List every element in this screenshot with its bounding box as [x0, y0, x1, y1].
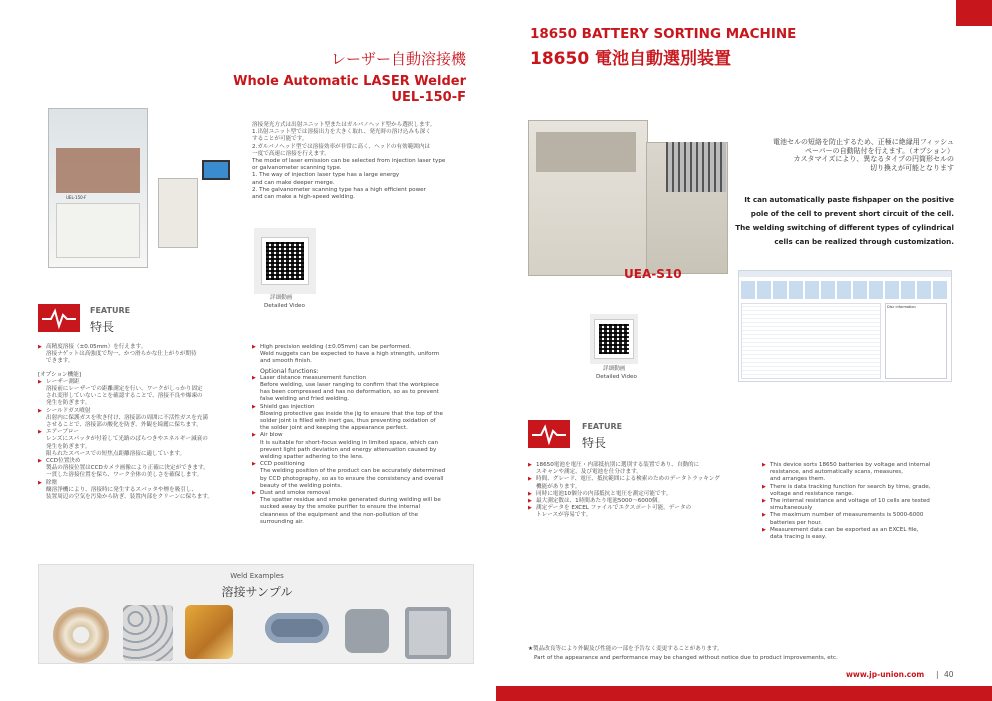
note-jp: ★製品改良等により外観及び性能の一部を予告なく変更することがあります。: [528, 646, 723, 652]
note-en: Part of the appearance and performance may be changed without notice due to product improvements, etc.: [534, 655, 838, 661]
right-qr-card[interactable]: [590, 314, 638, 364]
left-feature-en: FEATURE: [90, 306, 131, 315]
left-title-en: Whole Automatic LASER Welder: [233, 74, 466, 89]
sorting-machine-photo: [528, 112, 730, 280]
right-qr-label-jp: 詳細動画: [603, 366, 626, 372]
software-screenshot: [738, 270, 952, 382]
right-description-jp: 電池セルの短絡を防止するため、正極に絶縁用フィッシュ ペーパーの自動貼付を行えます。（オプション） カスタマイズにより、異なるタイプの円筒形セルの 切り換えが可能となります: [772, 138, 954, 172]
right-title-jp: 18650 電池自動選別装置: [530, 49, 732, 69]
weld-examples-box: [38, 564, 474, 664]
page-number: 40: [944, 670, 954, 679]
right-qr-label-en: Detailed Video: [596, 374, 637, 380]
left-qr-label-en: Detailed Video: [264, 303, 305, 309]
footer-separator: |: [936, 670, 939, 679]
right-features-en: ▶ This device sorts 18650 batteries by voltage and internal resistance, and automatically scans, measures, and arranges them. ▶ There is data tracking function for search by time, grade, voltage and resistance range. ▶ The internal resistance and voltage of 10 cells are tested simultaneously ▶ The maximum number of measurements is 5000-6000 batteries per hour. ▶ Measurement data can be exported as an EXCEL file, data tracing is easy.: [762, 462, 962, 541]
left-title-jp: レーザー自動溶接機: [330, 50, 466, 68]
qr-code-icon[interactable]: [262, 238, 308, 284]
corner-red-block: [956, 0, 992, 26]
weld-examples-en: Weld Examples: [230, 572, 284, 580]
left-qr-card[interactable]: [254, 228, 316, 294]
footer-red-bar: [496, 686, 992, 701]
machine-label: UEL-150-F: [66, 195, 87, 200]
qr-code-icon[interactable]: [595, 320, 633, 358]
left-features-en: ▶ High precision welding (±0.05mm) can be performed. Weld nuggets can be expected to have a high strength, uniform and smooth finish. Optional functions: ▶ Laser distance measurement function Before welding, use laser ranging to confirm that the workpiece has been compressed and has no deformation, so as to prevent false welding and fried welding. ▶ Shield gas injection Blowing protective gas inside the jig to ensure that the top of the solder joint is filled with inert gas, thus preventing oxidation of the solder joint and keeping the appearance perfect. ▶ Air blow It is suitable for short-focus welding in limited space, which can prevent light path deviation and energy attenuation caused by welding spatter adhering to the lens. ▶ CCD positioning The welding position of the product can be accurately determined by CCD photography, so as to ensure the consistency and overall beauty of the welding points. ▶ Dust and smoke removal The spatter residue and smoke generated during welding will be sucked away by the smoke purifier to ensure the internal cleanness of the equipment and the non-pollution of the surrounding air.: [252, 344, 474, 526]
weld-sample-2: [123, 605, 173, 661]
right-model: UEA-S10: [624, 267, 682, 281]
laser-welder-photo: [40, 88, 240, 278]
left-model: UEL-150-F: [391, 90, 466, 105]
right-title-en: 18650 BATTERY SORTING MACHINE: [530, 26, 797, 42]
software-panel-label: Disc information: [887, 305, 916, 309]
left-qr-label-jp: 詳細動画: [270, 295, 293, 301]
weld-sample-5: [345, 609, 389, 653]
right-features-jp: ▶ 18650電池を電圧・内部抵抗別に選別する装置であり、自動的に スキャンや測定、及び電池を仕分けます。 ▶ 時間、グレード、電圧、抵抗範囲による検索のためのデータトラッキング 機能があります。 ▶ 同時に電池10個分の内部抵抗と電圧を測定可能です。 ▶ 最大測定数は、1時間あたり電池5000～6000個。 ▶ 測定データを EXCEL ファイルでエクスポート可能。データの トレースが容易です。: [528, 462, 758, 520]
weld-sample-4: [265, 613, 329, 643]
right-feature-jp: 特長: [582, 436, 607, 450]
left-features-jp: ▶ 高精度溶接（±0.05mm）を行えます。 溶接ナゲットは高強度で均一、かつ滑らかな仕上がりが期待 できます。 [オプション機能] ▶ レーザー測距 溶接前にレーザーでの距離測定を行い、ワークがしっかり固定 され変形していないことを確認することで、溶接不良や爆凍の 発生を防ぎます。 ▶ シールドガス噴射 出射内に保護ガスを吹き付け、溶接部の周囲に不活性ガスを充満 させることで、溶接部の酸化を防ぎ、外観を綺麗に保ちます。 ▶ エアーブロー レンズにスパッタが付着して光路のばらつきやエネルギー減衰の 発生を防ぎます。 限られたスペースでの短焦点距離溶接に適しています。 ▶ CCD位置決め 製品の溶接位置はCCDカメラ画像により正確に決定ができます。 一貫した溶接位置を保ち、ワーク全体の美しさを確保します。 ▶ 除塵 醸溶浄機により、溶接時に発生するスパッタや煙を吸引し、 装置周辺の空気を汚染から防ぎ、装置内部をクリーンに保ちます。: [38, 344, 246, 501]
right-feature-en: FEATURE: [582, 422, 623, 431]
right-feature-icon: [528, 420, 570, 448]
left-feature-icon: [38, 304, 80, 332]
weld-sample-1: [53, 607, 109, 663]
weld-examples-jp: 溶接サンプル: [221, 585, 293, 599]
footer-url[interactable]: www.jp-union.com: [846, 670, 925, 679]
left-description: 溶接発光方式は出射ユニット型またはガルバノヘッド型から選択します。 1.出射ユニット型では溶接出力を大きく取れ、発光時の溶け込みも深く することが可能です。 2.ガルバノヘッド型では溶接効率が非常に高く、ヘッドの有効範囲内は 一度で高速に溶接を行えます。 The mode of laser emission can be selected from injection laser type or galvanometer scanning type. 1. The way of injection laser type has a large energy and can make deeper merge. 2. The galvanometer scanning type has a high efficient power and can make a high-speed welding.: [252, 122, 446, 201]
weld-sample-6: [405, 607, 451, 659]
left-feature-jp: 特長: [90, 320, 115, 334]
weld-sample-3: [185, 605, 233, 659]
right-description-en: It can automatically paste fishpaper on the positive pole of the cell to prevent short circuit of the cell. The welding switching of different types of cylindrical cells can be realized through customization.: [735, 195, 954, 246]
